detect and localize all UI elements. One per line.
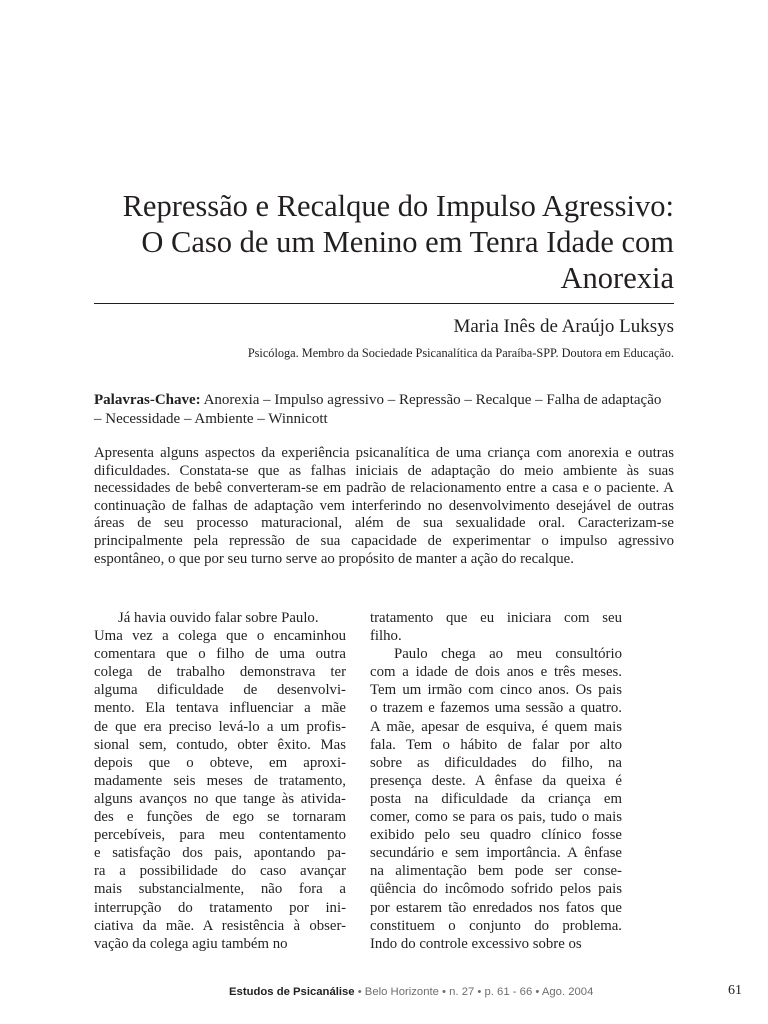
- article-title: [94, 188, 674, 296]
- body-text-line: percebíveis, para meu contentamento: [94, 827, 346, 844]
- footer-citation: • Belo Horizonte • n. 27 • p. 61 - 66 • Ago. 2004: [354, 986, 594, 998]
- keywords-line-2: – Necessidade – Ambiente – Winnicott: [94, 411, 328, 427]
- body-text-line: ciativa da mãe. A resistência à obser-: [94, 917, 346, 934]
- body-text-line: mento. Ela tentava influenciar a mãe: [94, 700, 346, 717]
- keywords-label: Palavras-Chave:: [94, 392, 201, 408]
- footer-journal-name: Estudos de Psicanálise: [229, 986, 355, 998]
- body-text-line: ra a possibilidade do caso avançar: [94, 863, 346, 880]
- body-text-line: A mãe, apesar de esquiva, é quem mais: [370, 718, 622, 735]
- body-text-line: alguma dificuldade de desenvolvi-: [94, 682, 346, 699]
- body-text-line: sional sem, contudo, obter êxito. Mas: [94, 736, 346, 753]
- body-text-line: secundário e sem importância. A ênfase: [370, 845, 622, 862]
- body-text-line: constituem o conjunto do problema.: [370, 917, 622, 934]
- body-text-line: sobre as dificuldades do filho, na: [370, 754, 622, 771]
- body-text-line: de que era preciso levá-lo a um profis-: [94, 718, 346, 735]
- body-column-left: [94, 609, 346, 953]
- page-number: 61: [728, 983, 742, 998]
- body-text-line: alguns avanços no que tange às ativida-: [94, 790, 346, 807]
- body-text-line: Uma vez a colega que o encaminhou: [94, 628, 346, 645]
- body-text-line: e satisfação dos pais, apontando pa-: [94, 845, 346, 862]
- author-name: Maria Inês de Araújo Luksys: [453, 316, 674, 337]
- body-text-line: por estarem tão enredados nos fatos que: [370, 899, 622, 916]
- keywords: [94, 391, 674, 429]
- body-text-line: filho.: [370, 628, 402, 645]
- keywords-text-1: Anorexia – Impulso agressivo – Repressão – Recalque – Falha de adaptação: [200, 392, 662, 408]
- body-text-line: na alimentação bem pode ser conse-: [370, 863, 622, 880]
- body-text-line: madamente seis meses de tratamento,: [94, 772, 346, 789]
- body-text-line: Já havia ouvido falar sobre Paulo.: [118, 610, 319, 626]
- body-text-line: des e funções de ego se tornaram: [94, 809, 346, 826]
- body-column-right: [370, 609, 622, 953]
- title-line-2: O Caso de um Menino em Tenra Idade com: [141, 225, 674, 259]
- body-text-line: Paulo chega ao meu consultório: [394, 646, 622, 663]
- journal-footer: [229, 986, 593, 998]
- body-text-line: comentara que o filho de uma outra: [94, 646, 346, 663]
- title-rule: [94, 303, 674, 304]
- body-text-line: depois que o obteve, em aproxi-: [94, 754, 346, 771]
- body-text-line: tratamento que eu iniciara com seu: [370, 610, 622, 626]
- body-text-line: posta na dificuldade da criança em: [370, 790, 622, 807]
- body-text-line: colega de trabalho demonstrava ter: [94, 664, 346, 681]
- body-text-line: fala. Tem o hábito de falar por alto: [370, 736, 622, 753]
- body-text-line: com a idade de dois anos e três meses.: [370, 664, 622, 681]
- title-line-1: Repressão e Recalque do Impulso Agressivo:: [122, 189, 674, 223]
- body-text-line: qüência do incômodo sofrido pelos pais: [370, 881, 622, 898]
- title-line-3: Anorexia: [560, 261, 674, 295]
- author-affiliation: Psicóloga. Membro da Sociedade Psicanalítica da Paraíba-SPP. Doutora em Educação.: [247, 346, 674, 360]
- body-text-line: mais substancialmente, não fora a: [94, 881, 346, 898]
- body-text-line: o trazem e fazemos uma sessão a quatro.: [370, 700, 622, 717]
- abstract: Apresenta alguns aspectos da experiência psicanalítica de uma criança com anorexia e outras dificuldades. Constata-se que as falhas iniciais de adaptação do meio ambiente às suas necessidades de bebê converteram-se em padrão de relacionamento entre a casa e o paciente. A continuação de falhas de adaptação vem interferindo no desenvolvimento desejável de outras áreas de seu processo maturacional, além de sua sexualidade oral. Caracterizam-se principalmente pela repressão de sua capacidade de experimentar o impulso agressivo espontâneo, o que por seu turno serve ao propósito de manter a ação do recalque.: [94, 445, 674, 567]
- body-text-line: exibido pelo seu quadro clínico fosse: [370, 827, 622, 844]
- body-text-line: vação da colega agiu também no: [94, 935, 288, 952]
- body-text-line: interrupção do tratamento por ini-: [94, 899, 346, 916]
- body-text-line: comer, como se para os pais, tudo o mais: [370, 809, 622, 826]
- body-text-line: presença deste. A ênfase da queixa é: [370, 772, 622, 789]
- body-text-line: Tem um irmão com cinco anos. Os pais: [370, 682, 622, 699]
- keywords-line-1: [94, 391, 674, 410]
- body-text-line: Indo do controle excessivo sobre os: [370, 935, 582, 952]
